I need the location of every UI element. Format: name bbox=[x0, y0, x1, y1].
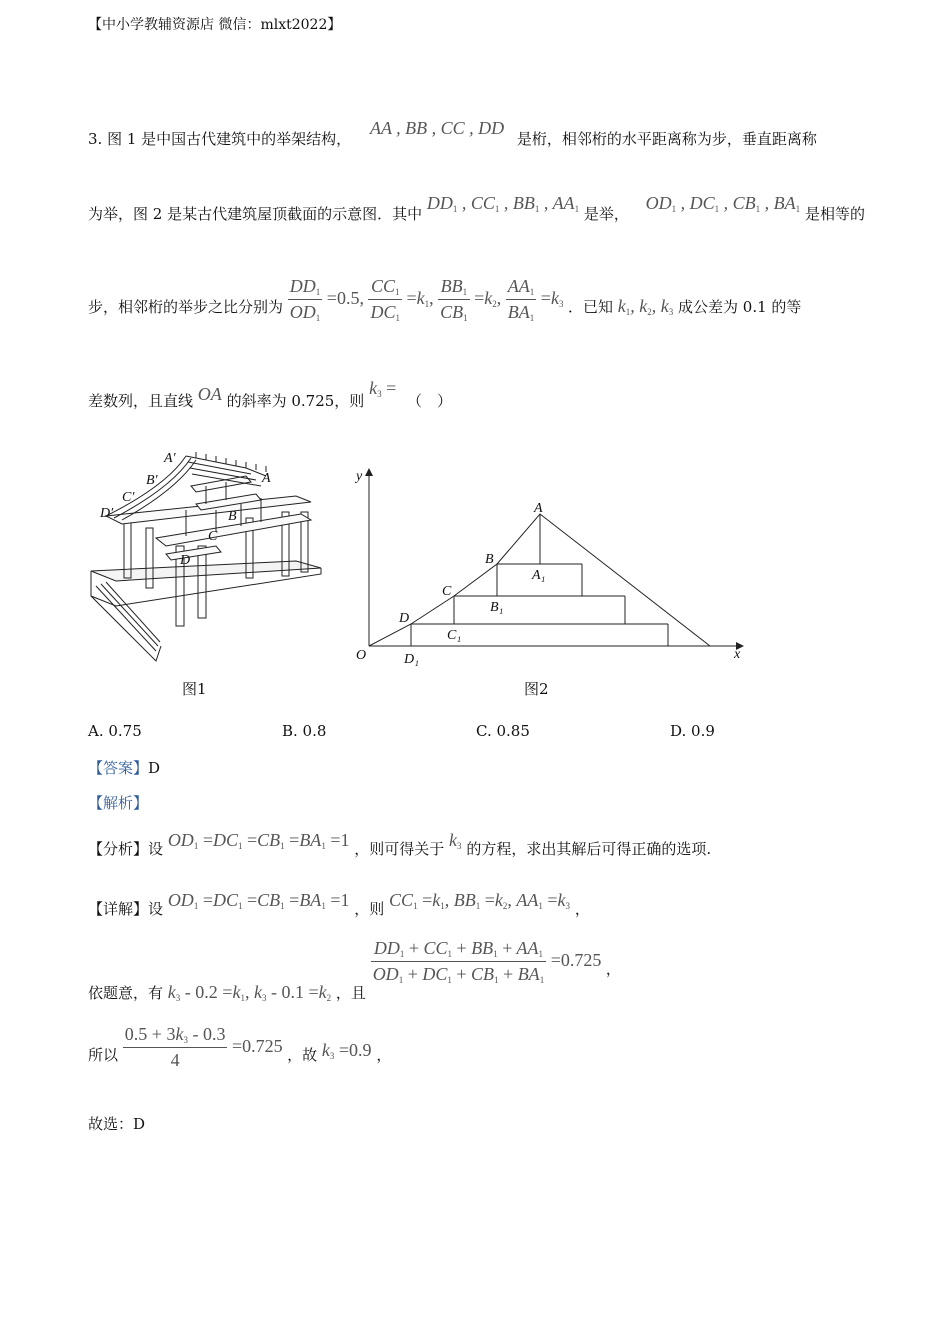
yitiyi-line bbox=[88, 938, 621, 1003]
figure-1-architecture bbox=[86, 446, 326, 666]
fig1-label-A-prime: A′ bbox=[164, 451, 176, 466]
math-k3-eq: $k_3$ = bbox=[369, 378, 397, 399]
xiangjie-mid: ，则 bbox=[354, 900, 385, 918]
conclusion: 故选：D bbox=[88, 1115, 146, 1133]
math-equal-steps-2: $OD_1 =DC_1 =CB_1 =BA_1 =1$ bbox=[167, 890, 350, 911]
fenxi-tag: 【分析】 bbox=[88, 840, 149, 858]
fig2-label-y: y bbox=[356, 469, 363, 484]
math-ratios: $\frac{DD_1}{OD_1}$ =0.5, $\frac{CC_1}{DC_1}$ $=k_1$, $\frac{BB_1}{CB_1}$ $=k_2$, $\frac{AA_1}{BA_1}$ $=k_3$ bbox=[289, 276, 564, 323]
fig2-label-B1: B₁ bbox=[490, 600, 504, 615]
math-solve-fraction: $\frac{0.5 + 3k_3 - 0.3}{4}$ =0.725 bbox=[124, 1024, 283, 1070]
answer-line bbox=[88, 757, 160, 778]
suoyi-line bbox=[88, 1024, 391, 1071]
question-line-3 bbox=[88, 276, 801, 323]
figure-2-diagram bbox=[350, 460, 750, 670]
yitiyi-suffix: ， bbox=[605, 959, 621, 978]
question-line2-mid: 是举， bbox=[583, 205, 629, 223]
fig2-label-x: x bbox=[734, 647, 741, 662]
suoyi-prefix: 所以 bbox=[88, 1045, 119, 1064]
fenxi-prefix: 设 bbox=[148, 840, 164, 858]
math-k3: $k_3$ bbox=[449, 830, 462, 851]
xiangjie-tag: 【详解】 bbox=[88, 900, 149, 918]
fig1-label-B: B bbox=[228, 509, 237, 524]
question-line-1 bbox=[88, 118, 817, 149]
option-d[interactable]: D. 0.9 bbox=[670, 722, 715, 740]
math-bu: $OD_1$ , $DC_1$ , $CB_1$ , $BA_1$ bbox=[645, 193, 801, 214]
math-ju: $DD_1$ , $CC_1$ , $BB_1$ , $AA_1$ bbox=[426, 193, 580, 214]
answer-tag: 【答案】 bbox=[88, 759, 149, 777]
yitiyi-prefix: 依题意，有 bbox=[88, 983, 164, 1002]
option-a[interactable]: A. 0.75 bbox=[88, 722, 142, 740]
question-line-4 bbox=[88, 378, 453, 411]
xiangjie-line bbox=[88, 890, 590, 919]
fig1-label-A: A bbox=[262, 471, 271, 486]
question-line4-suffix: （ ） bbox=[407, 392, 453, 410]
question-line2-prefix: 为举，图 2 是某古代建筑屋顶截面的示意图．其中 bbox=[88, 205, 423, 223]
fenxi-suffix: 的方程，求出其解后可得正确的选项. bbox=[466, 840, 712, 858]
math-k-list: $k_1$, $k_2$, $k_3$ bbox=[617, 295, 674, 317]
fig2-label-D1: D₁ bbox=[404, 652, 419, 667]
fig2-label-C: C bbox=[442, 584, 452, 599]
yitiyi-mid: ，且 bbox=[335, 983, 366, 1002]
math-ju-values: $CC_1 =k_1$, $BB_1 =k_2$, $AA_1 =k_3$ bbox=[389, 890, 571, 911]
figure-2-caption: 图2 bbox=[524, 680, 549, 698]
fig2-label-A: A bbox=[534, 501, 543, 516]
question-line-2 bbox=[88, 193, 865, 224]
fenxi-mid: ，则可得关于 bbox=[354, 840, 445, 858]
fig2-label-B: B bbox=[485, 552, 494, 567]
math-k-relations: $k_3 - 0.2 =k_1$, $k_3 - 0.1 =k_2$ bbox=[167, 981, 332, 1003]
suoyi-suffix: ， bbox=[376, 1045, 392, 1064]
option-b[interactable]: B. 0.8 bbox=[282, 722, 327, 740]
question-line4-mid: 的斜率为 0.725，则 bbox=[226, 392, 365, 410]
math-equal-steps: $OD_1 =DC_1 =CB_1 =BA_1 =1$ bbox=[167, 830, 350, 851]
answer-value: D bbox=[148, 759, 161, 777]
question-line3-mid: ．已知 bbox=[567, 297, 613, 316]
question-line3-prefix: 步，相邻桁的举步之比分别为 bbox=[88, 297, 284, 316]
fenxi-line bbox=[88, 830, 712, 859]
option-c[interactable]: C. 0.85 bbox=[476, 722, 530, 740]
suoyi-mid: ，故 bbox=[287, 1045, 318, 1064]
math-purlins: AA , BB , CC , DD bbox=[369, 118, 505, 138]
question-line1-suffix: 是桁，相邻桁的水平距离称为步，垂直距离称 bbox=[516, 130, 817, 148]
math-OA: OA bbox=[197, 384, 222, 404]
xiangjie-suffix: ， bbox=[574, 900, 590, 918]
question-line3-suffix: 成公差为 0.1 的等 bbox=[678, 297, 802, 316]
fig2-label-D: D bbox=[399, 611, 410, 626]
fig1-label-D: D bbox=[180, 553, 191, 568]
fig1-label-C: C bbox=[208, 529, 218, 544]
fig1-label-B-prime: B′ bbox=[146, 473, 158, 488]
fig2-label-O: O bbox=[356, 648, 367, 663]
analysis-tag: 【解析】 bbox=[88, 794, 149, 812]
figure-1-caption: 图1 bbox=[182, 680, 207, 698]
header-watermark: 【中小学教辅资源店 微信：mlxt2022】 bbox=[88, 17, 342, 33]
question-line4-prefix: 差数列，且直线 bbox=[88, 392, 194, 410]
xiangjie-prefix: 设 bbox=[148, 900, 164, 918]
fig1-label-C-prime: C′ bbox=[122, 490, 135, 505]
fig1-label-D-prime: D′ bbox=[100, 506, 114, 521]
fig2-label-A1: A₁ bbox=[532, 568, 546, 583]
question-number-text: 3. 图 1 是中国古代建筑中的举架结构， bbox=[88, 130, 352, 148]
math-k3-result: $k_3 =0.9$ bbox=[321, 1039, 372, 1061]
question-line2-suffix: 是相等的 bbox=[804, 205, 865, 223]
fig2-label-C1: C₁ bbox=[447, 628, 462, 643]
math-slope-fraction: $\frac{DD_1 + CC_1 + BB_1 + AA_1}{OD_1 + DC_1 + CB_1 + BA_1}$ =0.725 bbox=[372, 938, 602, 985]
